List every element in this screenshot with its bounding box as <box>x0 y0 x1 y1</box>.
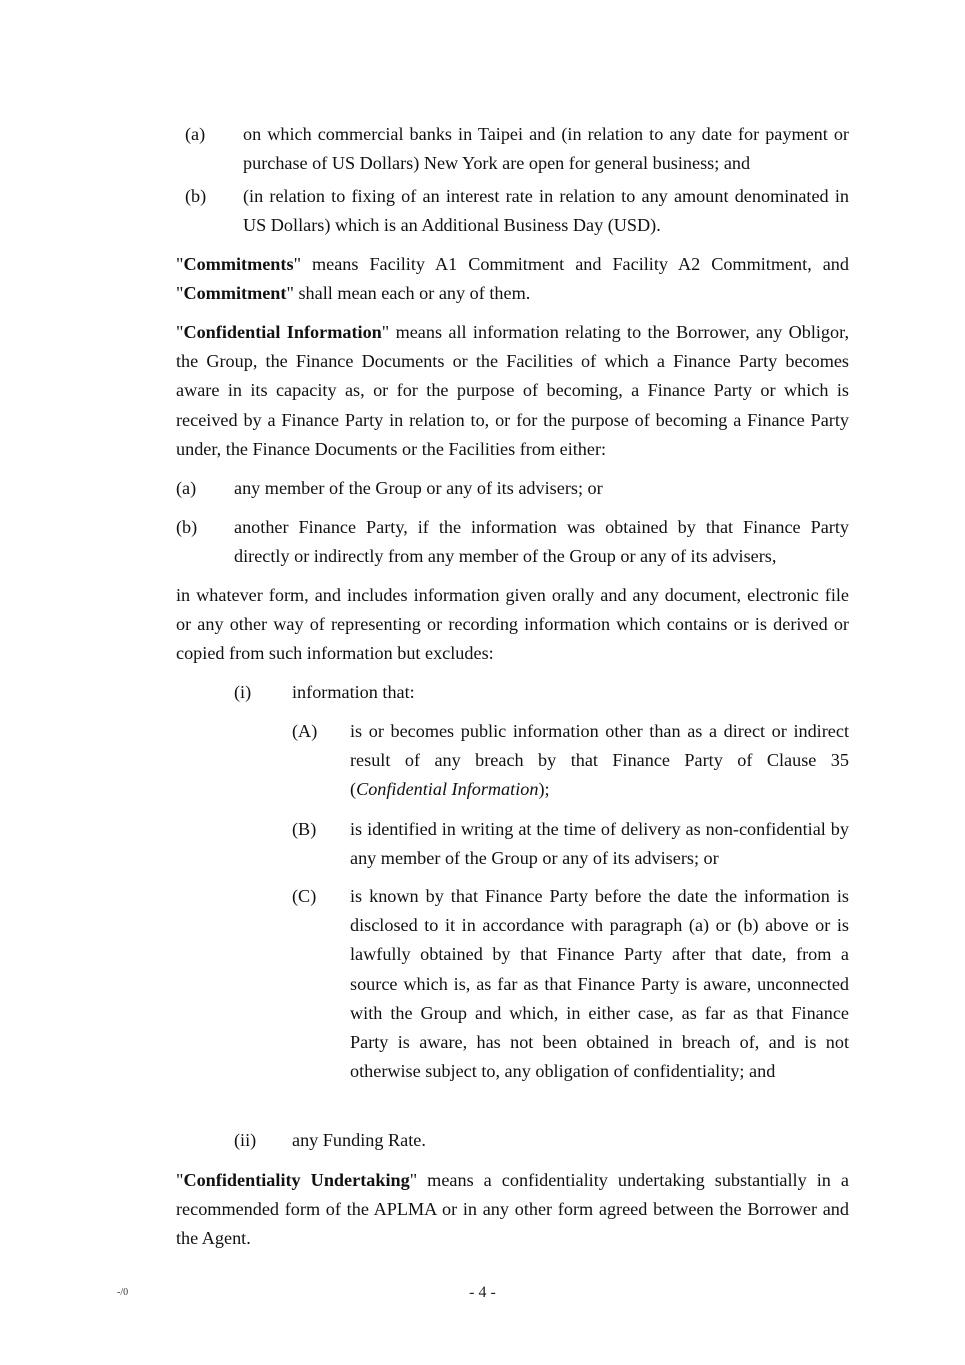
list-marker: (a) <box>185 124 206 144</box>
quote: " <box>176 1170 184 1190</box>
definition-text: shall mean each or any of them. <box>293 283 531 304</box>
definition-confidentiality-undertaking <box>176 1166 849 1254</box>
list-marker: (C) <box>292 886 317 906</box>
list-item <box>234 1126 849 1155</box>
definition-confidential-information <box>176 318 849 464</box>
list-marker: (i) <box>234 682 252 702</box>
quote: " <box>381 322 390 342</box>
list-text <box>350 717 849 805</box>
list-marker: (b) <box>176 517 198 537</box>
list-text: any member of the Group or any of its advisers; or <box>234 478 603 498</box>
list-item <box>176 513 849 571</box>
text-run: ); <box>538 779 550 800</box>
list-text: information that: <box>292 682 415 702</box>
list-text: (in relation to fixing of an interest rate in relation to any amount denominated in US Dollars) which is an Additional Business Day (USD). <box>243 186 849 236</box>
text-run: is or becomes public information other than as a direct or indirect result of any breach by that Finance Party of Clause 35 ( <box>350 721 849 800</box>
quote: " <box>176 254 184 274</box>
paragraph-whatever-form: in whatever form, and includes information given orally and any document, electronic file or any other way of representing or recording information which contains or is derived or copied from such information but excludes: <box>176 585 849 664</box>
definition-text: means all information relating to the Borrower, any Obligor, the Group, the Finance Documents or the Facilities of which a Finance Party becomes aware in its capacity as, or for the purpose of becoming, a Finance Party or which is received by a Finance Party in relation to, or for the purpose of becoming a Finance Party under, the Finance Documents or the Facilities from either: <box>176 322 849 459</box>
definition-commitments <box>176 250 849 308</box>
list-marker: (ii) <box>234 1130 257 1150</box>
list-item <box>176 474 849 503</box>
list-text: is known by that Finance Party before the date the information is disclosed to it in accordance with paragraph (a) or (b) above or is lawfully obtained by that Finance Party after that date, from a source which is, as far as that Finance Party is aware, unconnected with the Group and which, in either case, as far as that Finance Party is aware, has not been obtained in breach of, and is not otherwise subject to, any obligation of confidentiality; and <box>350 886 849 1082</box>
list-marker: (a) <box>176 478 197 498</box>
quote: " <box>286 283 294 304</box>
list-marker: (A) <box>292 721 318 741</box>
list-text: on which commercial banks in Taipei and (in relation to any date for payment or purchase of US Dollars) New York are open for general business; and <box>243 124 849 174</box>
quote: " <box>176 283 184 304</box>
list-marker: (b) <box>185 186 207 206</box>
defined-term: Commitment <box>183 283 287 304</box>
definition-text: means a confidentiality undertaking substantially in a recommended form of the APLMA or in any other form agreed between the Borrower and the Agent. <box>176 1170 849 1249</box>
list-item <box>292 815 849 873</box>
list-item <box>185 120 849 178</box>
list-text: another Finance Party, if the information was obtained by that Finance Party directly or indirectly from any member of the Group or any of its advisers, <box>234 517 849 567</box>
defined-term: Confidentiality Undertaking <box>183 1170 410 1190</box>
list-text: is identified in writing at the time of delivery as non-confidential by any member of the Group or any of its advisers; or <box>350 819 849 869</box>
footer-document-ref: -/0 <box>117 1287 129 1298</box>
quote: " <box>293 254 301 274</box>
clause-reference: Confidential Information <box>356 779 539 800</box>
definition-text: means Facility A1 Commitment and Facility A2 Commitment, and <box>301 254 849 274</box>
quote: " <box>409 1170 418 1190</box>
list-item <box>185 182 849 240</box>
defined-term: Commitments <box>183 254 294 274</box>
list-text: any Funding Rate. <box>292 1130 426 1150</box>
quote: " <box>176 322 184 342</box>
list-item <box>292 882 849 1086</box>
list-item <box>234 678 849 707</box>
list-item <box>292 717 849 805</box>
page-number: - 4 - <box>469 1284 496 1301</box>
list-marker: (B) <box>292 819 317 839</box>
defined-term: Confidential Information <box>183 322 382 342</box>
